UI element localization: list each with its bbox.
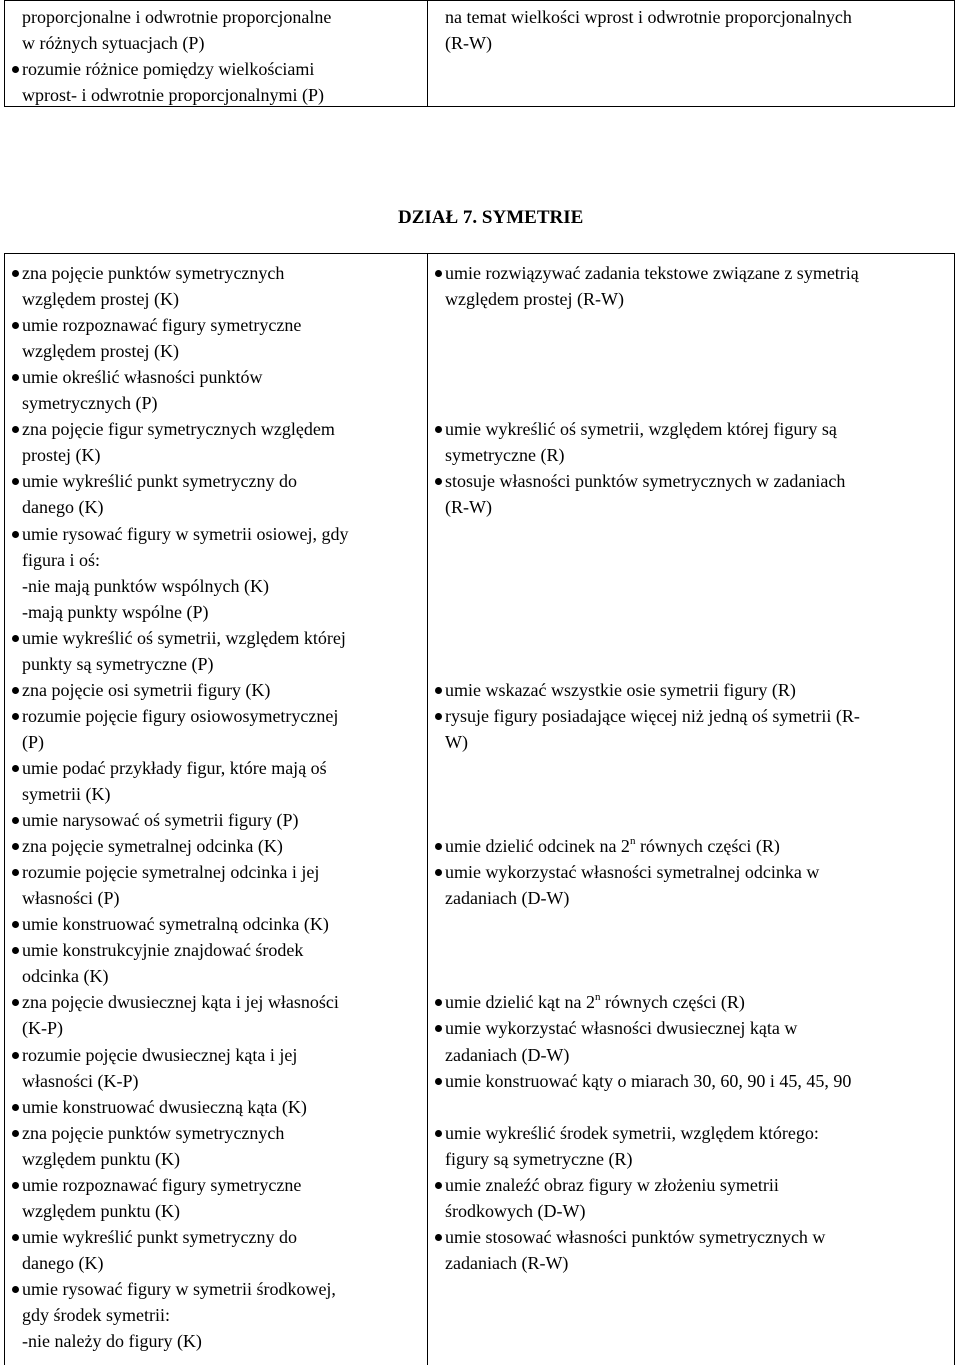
text-line: umie konstruować dwusieczną kąta (K) — [22, 1096, 307, 1117]
text-line: W) — [445, 731, 468, 752]
text-line: (R-W) — [445, 497, 492, 518]
bullet-icon — [12, 869, 19, 876]
bullet-icon — [435, 478, 442, 485]
text-line: umie znaleźć obraz figury w złożeniu symetrii — [445, 1174, 779, 1195]
text-line: rysuje figury posiadające więcej niż jedną oś symetrii (R- — [445, 705, 860, 726]
text-line: umie rozwiązywać zadania tekstowe związane z symetrią — [445, 263, 859, 283]
text-line: odcinka (K) — [22, 966, 109, 987]
text-line: umie rozpoznawać figury symetryczne — [22, 315, 302, 336]
text-line: zna pojęcie punktów symetrycznych — [22, 1122, 285, 1143]
text-line: rozumie pojęcie dwusiecznej kąta i jej — [22, 1044, 298, 1065]
text-line: danego (K) — [22, 497, 104, 518]
text-line: rozumie pojęcie symetralnej odcinka i jej — [22, 862, 320, 883]
text-line: umie rozpoznawać figury symetryczne — [22, 1174, 302, 1195]
text-line: umie narysować oś symetrii figury (P) — [22, 810, 299, 831]
text-line: zna pojęcie osi symetrii figury (K) — [22, 679, 271, 700]
text-line: umie wykorzystać własności symetralnej odcinka w — [445, 862, 820, 883]
text-line: (K-P) — [22, 1018, 63, 1039]
text-line: względem punktu (K) — [22, 1200, 180, 1221]
bullet-icon — [12, 426, 19, 433]
text-line: umie wykorzystać własności dwusiecznej kąta w — [445, 1018, 798, 1039]
text-segment: umie dzielić odcinek na 2 — [445, 836, 630, 857]
bullet-icon — [435, 1025, 442, 1032]
main-table — [4, 253, 955, 1365]
bullet-icon — [435, 270, 442, 277]
text-line: zadaniach (D-W) — [445, 1044, 570, 1065]
text-line: umie konstrukcyjnie znajdować środek — [22, 940, 304, 961]
text-line: umie wskazać wszystkie osie symetrii figury (R) — [445, 679, 796, 700]
text-line: umie rysować figury w symetrii środkowej, — [22, 1278, 336, 1299]
bullet-icon — [435, 426, 442, 433]
bullet-icon — [12, 713, 19, 720]
text-line: symetryczne (R) — [445, 445, 565, 466]
text-line: -mają punkty wspólne (P) — [22, 601, 209, 622]
text-line: symetrycznych (P) — [22, 393, 158, 414]
text-line: (R-W) — [445, 33, 492, 53]
bullet-icon — [12, 1182, 19, 1189]
bullet-icon — [435, 999, 442, 1006]
text-line: względem punktu (K) — [22, 1148, 180, 1169]
text-line: umie rysować figury w symetrii osiowej, gdy — [22, 523, 349, 544]
bullet-icon — [12, 322, 19, 329]
bullet-icon — [435, 1130, 442, 1137]
text-line: zna pojęcie figur symetrycznych względem — [22, 419, 335, 440]
bullet-icon — [435, 1078, 442, 1085]
main-right-cell — [428, 254, 955, 1365]
bullet-icon — [12, 921, 19, 928]
text-line: umie wykreślić punkt symetryczny do — [22, 1226, 297, 1247]
text-line: na temat wielkości wprost i odwrotnie proporcjonalnych — [445, 7, 852, 27]
main-left-cell — [5, 254, 427, 1365]
bullet-icon — [12, 817, 19, 824]
bullet-icon — [435, 713, 442, 720]
text-line: umie konstruować kąty o miarach 30, 60, 90 i 45, 45, 90 — [445, 1070, 852, 1091]
text-line: prostej (K) — [22, 445, 101, 466]
top-left-cell — [5, 1, 427, 106]
text-line: gdy środek symetrii: — [22, 1305, 170, 1325]
bullet-icon — [12, 1286, 19, 1293]
text-line: rozumie różnice pomiędzy wielkościami — [22, 59, 315, 79]
bullet-icon — [435, 869, 442, 876]
bullet-icon — [12, 947, 19, 954]
bullet-icon — [12, 765, 19, 772]
text-line: umie określić własności punktów — [22, 367, 263, 388]
text-line: (P) — [22, 731, 44, 752]
text-line: zna pojęcie dwusiecznej kąta i jej własności — [22, 992, 339, 1013]
text-line: zna pojęcie symetralnej odcinka (K) — [22, 836, 283, 857]
text-line: -nie mają punktów wspólnych (K) — [22, 575, 269, 596]
text-segment: równych części (R) — [600, 992, 745, 1013]
text-line: względem prostej (K) — [22, 341, 179, 362]
top-table — [4, 0, 955, 107]
text-line: względem prostej (R-W) — [445, 289, 624, 310]
text-line: zna pojęcie punktów symetrycznych — [22, 263, 285, 283]
bullet-icon — [435, 687, 442, 694]
text-line: umie wykreślić środek symetrii, względem którego: — [445, 1122, 819, 1143]
text-line: zadaniach (R-W) — [445, 1252, 569, 1273]
text-line — [445, 989, 745, 1015]
top-right-cell — [428, 1, 955, 106]
bullet-icon — [12, 843, 19, 850]
text-line: wprost- i odwrotnie proporcjonalnymi (P) — [22, 85, 324, 105]
bullet-icon — [435, 1182, 442, 1189]
text-line: umie wykreślić oś symetrii, względem której — [22, 627, 346, 648]
bullet-icon — [12, 1052, 19, 1059]
text-line: środkowych (D-W) — [445, 1200, 586, 1221]
bullet-icon — [12, 531, 19, 538]
text-line: umie stosować własności punktów symetrycznych w — [445, 1226, 826, 1247]
text-line: figura i oś: — [22, 549, 100, 570]
bullet-icon — [12, 374, 19, 381]
text-line: -nie należy do figury (K) — [22, 1331, 202, 1352]
text-line: punkty są symetryczne (P) — [22, 653, 214, 674]
text-line: umie wykreślić punkt symetryczny do — [22, 471, 297, 492]
bullet-icon — [12, 635, 19, 642]
text-line: własności (P) — [22, 888, 120, 909]
text-line: umie konstruować symetralną odcinka (K) — [22, 914, 329, 935]
text-line: umie podać przykłady figur, które mają oś — [22, 757, 327, 778]
text-line: symetrii (K) — [22, 784, 111, 804]
section-heading: DZIAŁ 7. SYMETRIE — [398, 207, 584, 228]
text-segment: umie dzielić kąt na 2 — [445, 992, 595, 1013]
text-line: figury są symetryczne (R) — [445, 1148, 633, 1169]
text-line: zadaniach (D-W) — [445, 888, 570, 909]
bullet-icon — [12, 270, 19, 277]
superscript: n — [594, 991, 601, 1004]
text-line — [445, 833, 780, 859]
text-line: rozumie pojęcie figury osiowosymetrycznej — [22, 705, 339, 726]
bullet-icon — [12, 66, 19, 73]
text-line: proporcjonalne i odwrotnie proporcjonalne — [22, 7, 332, 27]
bullet-icon — [12, 1130, 19, 1137]
text-line: względem prostej (K) — [22, 289, 179, 310]
text-line: umie wykreślić oś symetrii, względem której figury są — [445, 419, 837, 440]
bullet-icon — [435, 1234, 442, 1241]
superscript: n — [629, 835, 636, 848]
text-line: danego (K) — [22, 1252, 104, 1273]
bullet-icon — [12, 1234, 19, 1241]
bullet-icon — [12, 999, 19, 1006]
text-segment: równych części (R) — [635, 836, 780, 857]
bullet-icon — [435, 843, 442, 850]
bullet-icon — [12, 478, 19, 485]
bullet-icon — [12, 687, 19, 694]
text-line: własności (K-P) — [22, 1070, 139, 1091]
text-line: w różnych sytuacjach (P) — [22, 33, 205, 53]
text-line: stosuje własności punktów symetrycznych w zadaniach — [445, 471, 846, 492]
bullet-icon — [12, 1104, 19, 1111]
